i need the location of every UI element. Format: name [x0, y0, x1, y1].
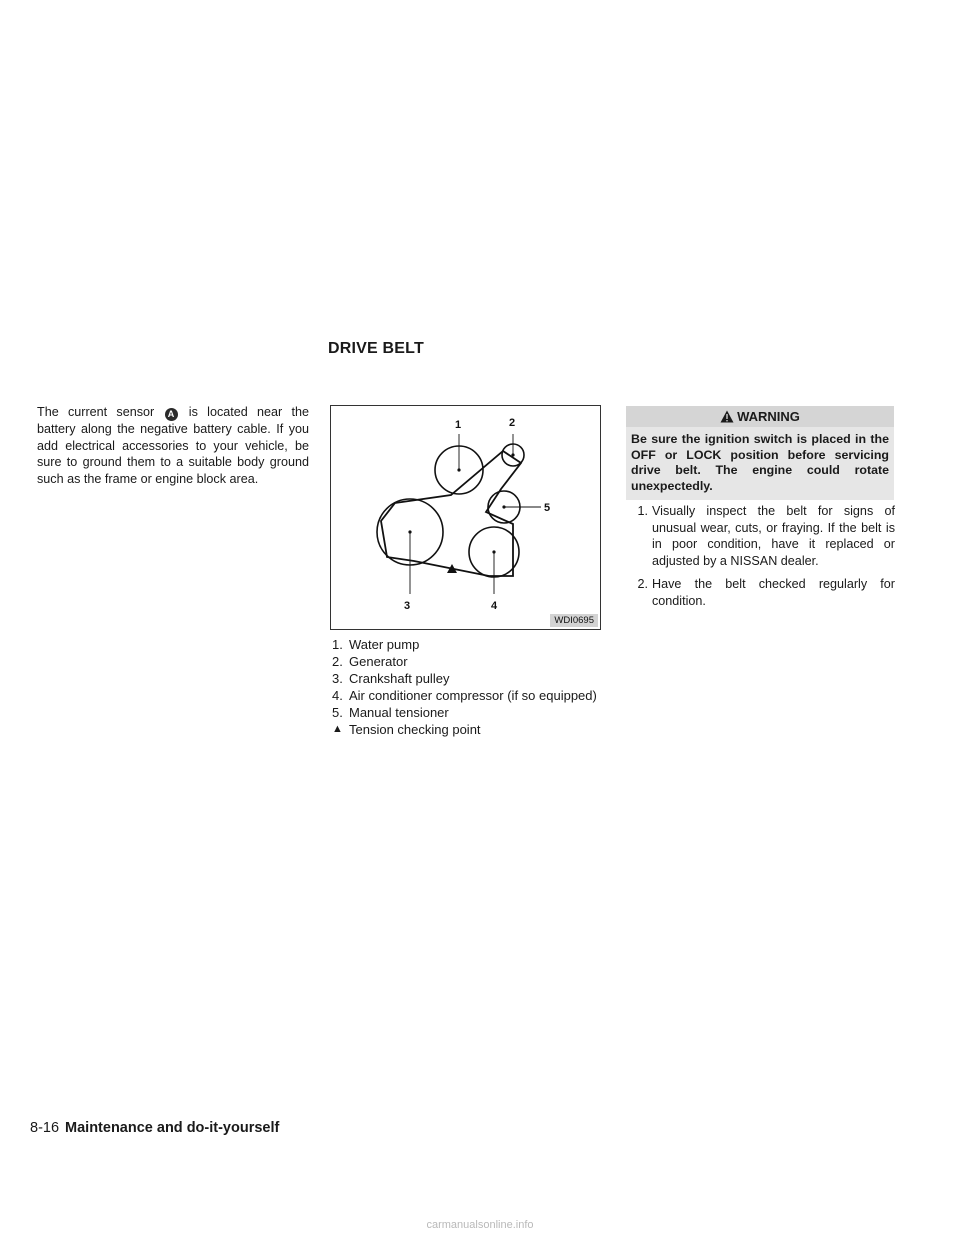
legend-text: Manual tensioner — [349, 705, 449, 720]
drive-belt-diagram — [330, 405, 601, 630]
belt-routing-drawing — [331, 406, 602, 631]
callout-3: 3 — [404, 600, 411, 612]
callout-5: 5 — [544, 502, 551, 514]
current-sensor-paragraph — [37, 404, 309, 487]
warning-triangle-icon — [720, 410, 734, 423]
legend-number: 1. — [332, 637, 343, 652]
diagram-legend — [332, 636, 602, 738]
watermark: carmanualsonline.info — [426, 1219, 534, 1231]
legend-number: 5. — [332, 705, 343, 720]
legend-item — [332, 721, 602, 738]
warning-title: WARNING — [737, 409, 800, 424]
step-text: Have the belt checked regularly for condition. — [652, 577, 895, 608]
callout-4: 4 — [491, 600, 498, 612]
legend-number: 4. — [332, 688, 343, 703]
legend-item — [332, 636, 602, 653]
paragraph-text-before: The current sensor — [37, 405, 155, 419]
legend-text: Generator — [349, 654, 408, 669]
paragraph-text-after: is located near the battery along the negative battery cable. If you add electrical accessories to your vehicle, be sure to ground them to a suitable body ground such as the frame or engine block area. — [37, 405, 310, 486]
legend-item — [332, 670, 602, 687]
chapter-title: Maintenance and do-it-yourself — [65, 1120, 280, 1136]
callout-a-marker: A — [165, 408, 178, 421]
callout-2: 2 — [509, 417, 516, 429]
step-number: 1. — [637, 504, 648, 518]
legend-number: 3. — [332, 671, 343, 686]
legend-item — [332, 704, 602, 721]
page-footer — [30, 1120, 279, 1136]
step-text: Visually inspect the belt for signs of unusual wear, cuts, or fraying. If the belt is in poor condition, have it replaced or adjusted by a NISSAN dealer. — [652, 504, 895, 568]
step-item — [627, 503, 895, 569]
step-number: 2. — [637, 577, 648, 592]
section-title: DRIVE BELT — [328, 340, 424, 357]
legend-text: Crankshaft pulley — [349, 671, 450, 686]
step-item — [627, 576, 895, 609]
inspection-steps — [627, 503, 895, 617]
legend-text: Water pump — [349, 637, 420, 652]
legend-text: Air conditioner compressor (if so equipped) — [349, 688, 597, 703]
warning-header — [626, 406, 894, 427]
legend-item — [332, 653, 602, 670]
callout-1: 1 — [455, 419, 462, 431]
warning-text: Be sure the ignition switch is placed in the OFF or LOCK position before servicing drive belt. The engine could rotate unexpectedly. — [626, 427, 894, 500]
page-number: 8-16 — [30, 1120, 60, 1136]
figure-id: WDI0695 — [550, 614, 598, 627]
drive-belt-path — [381, 451, 521, 576]
tension-point-triangle-icon: ▲ — [332, 723, 343, 735]
legend-item — [332, 687, 602, 704]
legend-number: 2. — [332, 654, 343, 669]
legend-text: Tension checking point — [349, 722, 481, 737]
